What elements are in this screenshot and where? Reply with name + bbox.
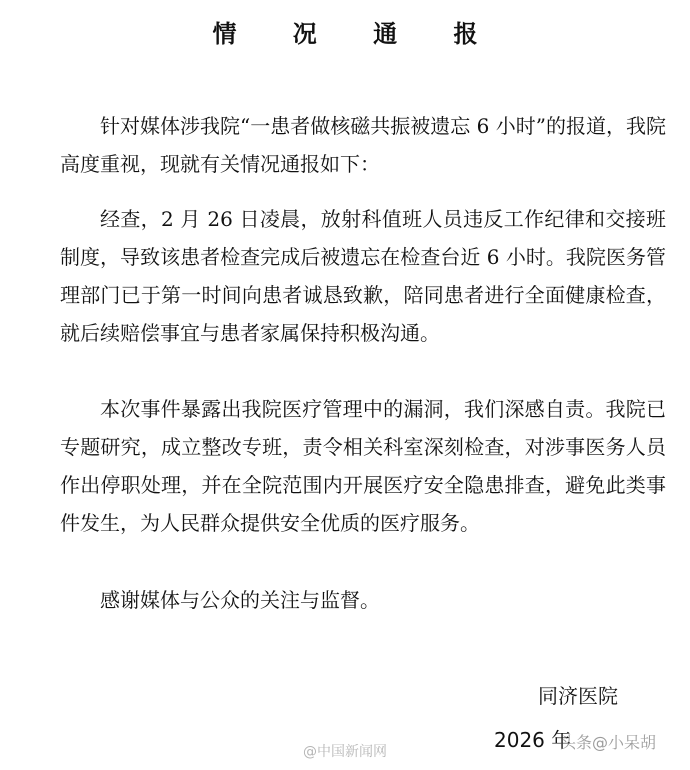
- watermark-author: 头条@小呆胡: [560, 733, 657, 752]
- paragraph-investigation: 经查，2 月 26 日凌晨，放射科值班人员违反工作纪律和交接班制度，导致该患者检查完成后被遗忘在检查台近 6 小时。我院医务管理部门已于第一时间向患者诚恳致歉，陪同患者进行全面健康检查，就后续赔偿事宜与患者家属保持积极沟通。: [60, 207, 666, 345]
- paragraph-thanks: 感谢媒体与公众的关注与监督。: [100, 588, 380, 612]
- signature-date: 2026 年: [494, 728, 572, 752]
- paragraph-intro: 针对媒体涉我院“一患者做核磁共振被遗忘 6 小时”的报道，我院高度重视，现就有关情况通报如下：: [60, 114, 666, 176]
- document-title: 情 况 通 报: [212, 19, 502, 48]
- paragraph-rectification: 本次事件暴露出我院医疗管理中的漏洞，我们深感自责。我院已专题研究，成立整改专班，责令相关科室深刻检查，对涉事医务人员作出停职处理，并在全院范围内开展医疗安全隐患排查，避免此类事件发生，为人民群众提供安全优质的医疗服务。: [60, 397, 666, 535]
- watermark-news-source: @中国新闻网: [303, 744, 387, 760]
- signature-organization: 同济医院: [538, 684, 618, 708]
